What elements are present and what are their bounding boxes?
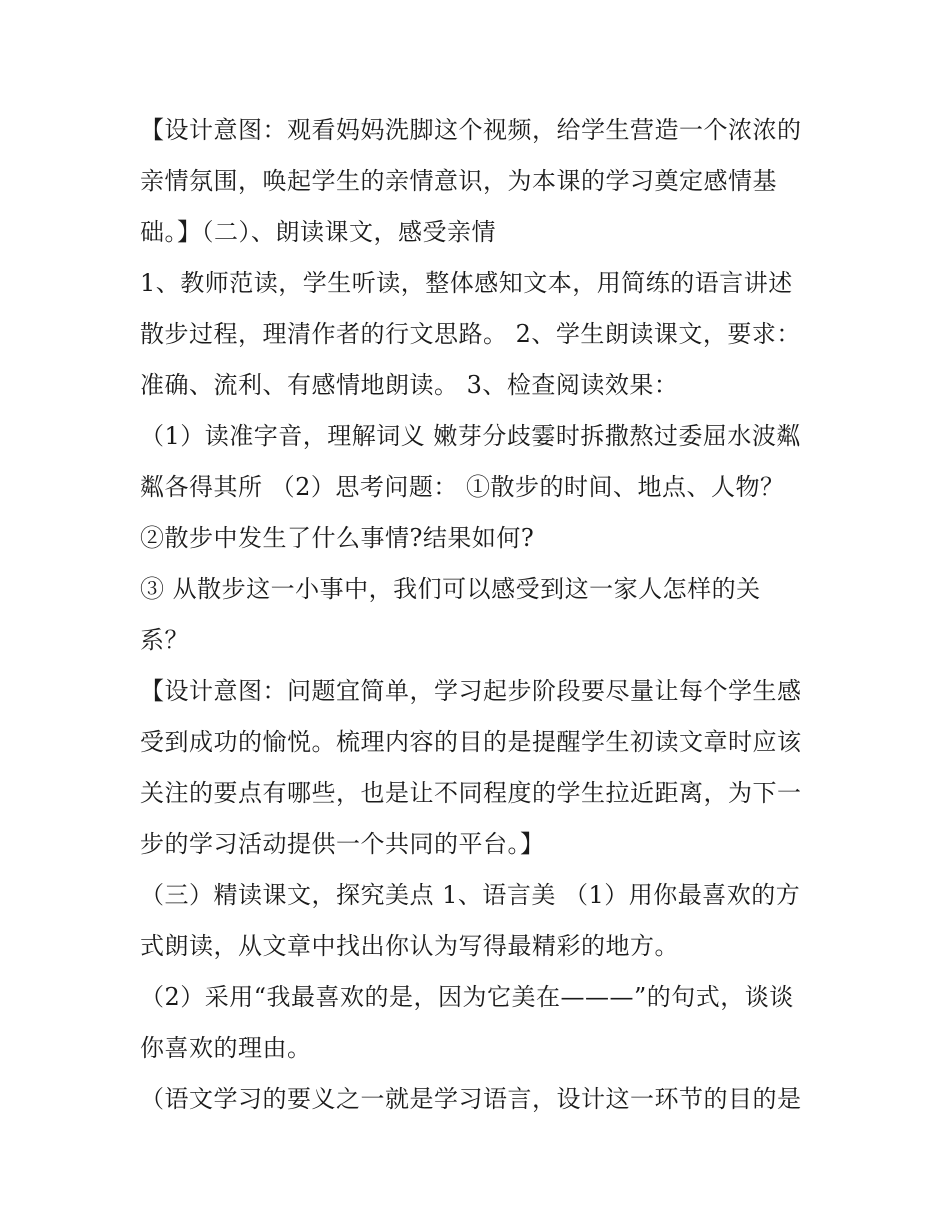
text-line: 式朗读，从文章中找出你认为写得最精彩的地方。 xyxy=(140,932,679,960)
text-line: （语文学习的要义之一就是学习语言，设计这一环节的目的是 xyxy=(140,1085,802,1113)
text-line: 你喜欢的理由。 xyxy=(140,1034,312,1062)
text-line: 亲情氛围，唤起学生的亲情意识，为本课的学习奠定感情基 xyxy=(140,167,777,195)
text-line: ③ 从散步这一小事中，我们可以感受到这一家人怎样的关 xyxy=(140,575,761,603)
text-line: 粼各得其所 （2）思考问题： ①散步的时间、地点、人物？ xyxy=(140,473,785,501)
text-line: 1、教师范读，学生听读，整体感知文本，用简练的语言讲述 xyxy=(140,269,793,297)
text-line: 准确、流利、有感情地朗读。 3、检查阅读效果： xyxy=(140,371,679,399)
text-line: 步的学习活动提供一个共同的平台。】 xyxy=(140,830,545,858)
text-line: 础。】（二）、朗读课文，感受亲情 xyxy=(140,218,496,246)
text-line: 系？ xyxy=(140,626,189,654)
text-line: （1）读准字音，理解词义 嫩芽分歧霎时拆撒熬过委屈水波粼 xyxy=(140,422,801,450)
text-line: 【设计意图：问题宜简单，学习起步阶段要尽量让每个学生感 xyxy=(140,677,802,705)
text-line: （2）采用“我最喜欢的是，因为它美在———”的句式，谈谈 xyxy=(140,983,794,1011)
text-line: 散步过程，理清作者的行文思路。 2、学生朗读课文，要求： xyxy=(140,320,801,348)
text-line: 【设计意图：观看妈妈洗脚这个视频，给学生营造一个浓浓的 xyxy=(140,116,802,144)
text-line: ②散步中发生了什么事情?结果如何? xyxy=(140,524,535,552)
text-line: 关注的要点有哪些，也是让不同程度的学生拉近距离，为下一 xyxy=(140,779,802,807)
text-line: （三）精读课文，探究美点 1、语言美 （1）用你最喜欢的方 xyxy=(140,881,801,909)
text-line: 受到成功的愉悦。梳理内容的目的是提醒学生初读文章时应该 xyxy=(140,728,802,756)
document-body xyxy=(140,108,820,1128)
